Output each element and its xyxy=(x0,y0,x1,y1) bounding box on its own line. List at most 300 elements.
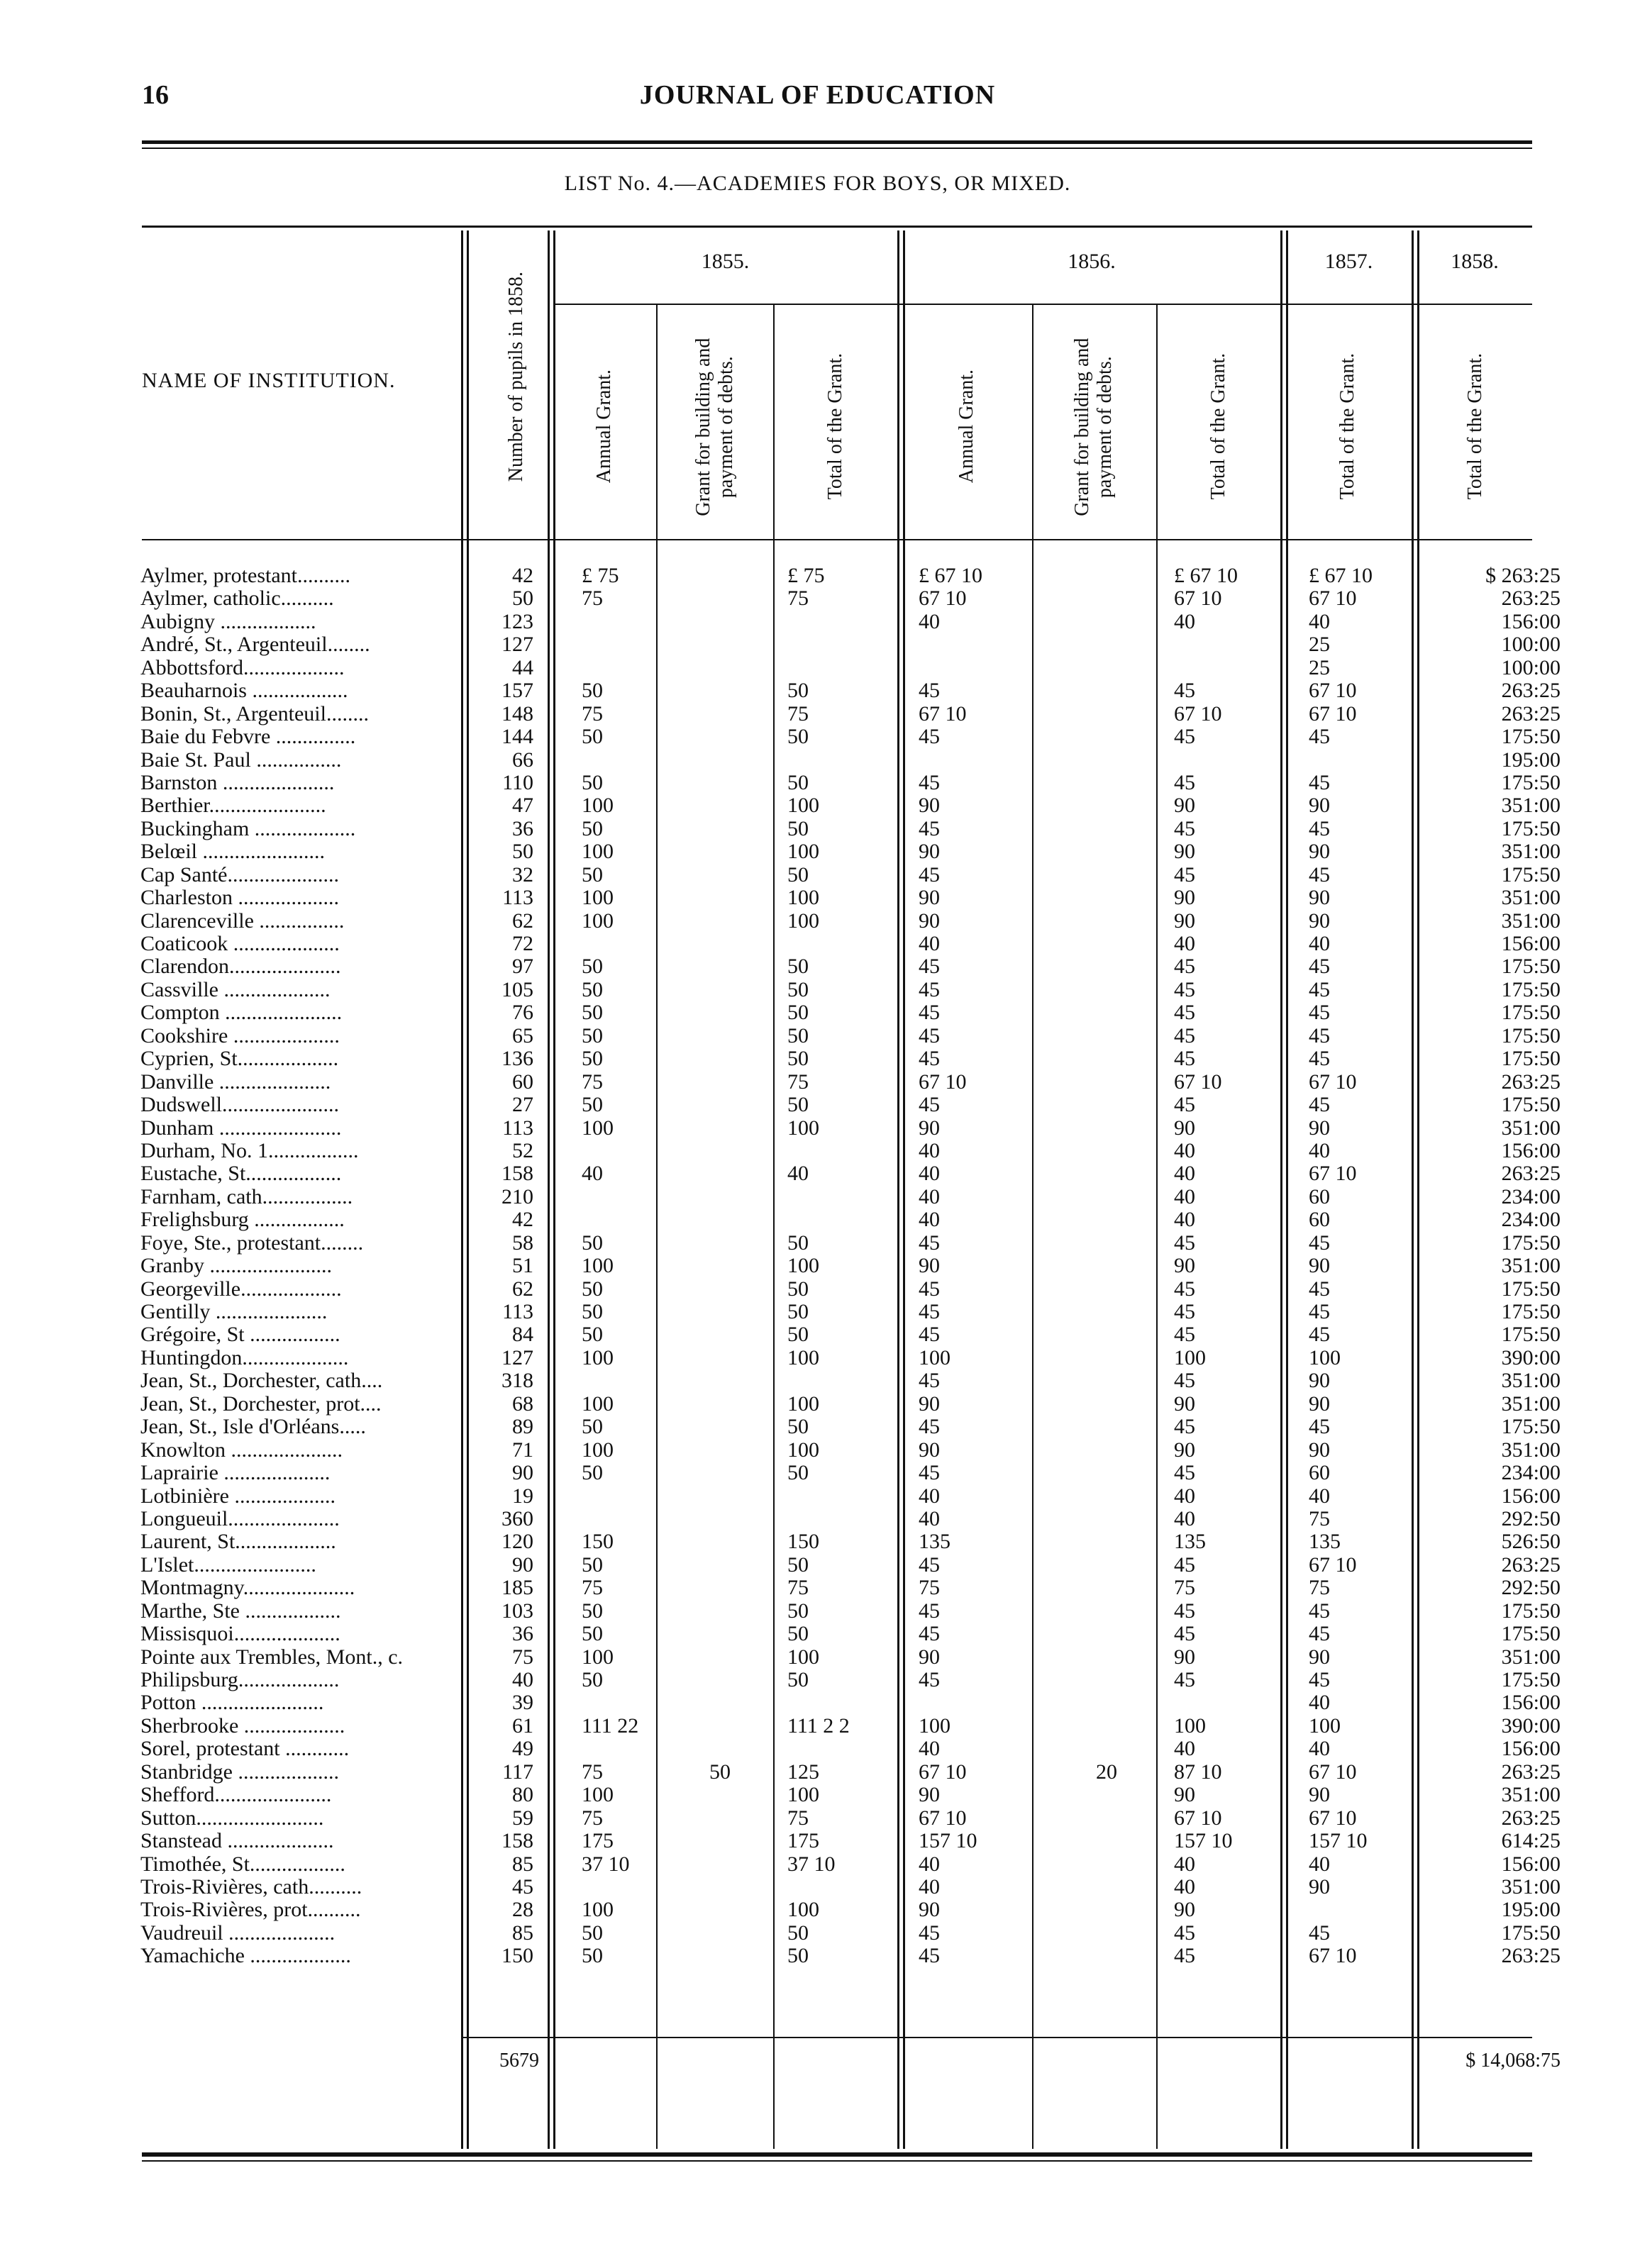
institution-name: Laprairie .................... xyxy=(140,1462,331,1485)
year-1855-header: 1855. xyxy=(701,250,750,273)
total-grant-1856: 90 xyxy=(1174,1254,1195,1278)
pupil-count: 62 xyxy=(512,1277,533,1301)
annual-grant-1856: 45 xyxy=(919,1622,940,1646)
total-grant-1856: 45 xyxy=(1174,977,1195,1001)
pupil-count: 110 xyxy=(502,770,533,794)
annual-grant-1855: 75 xyxy=(582,587,603,611)
table-row xyxy=(0,1232,1635,1255)
annual-grant-1855: 100 xyxy=(582,886,614,910)
total-grant-1855: 50 xyxy=(787,1023,809,1047)
total-grant-1858: 351:00 xyxy=(1501,908,1561,933)
annual-grant-1855: 150 xyxy=(582,1530,614,1554)
annual-grant-1855: 50 xyxy=(582,816,603,840)
totals-rule xyxy=(461,2037,1532,2038)
total-grant: $ 14,068:75 xyxy=(1465,2050,1561,2072)
pupil-count: 60 xyxy=(512,1069,533,1094)
total-grant-1858: 175:50 xyxy=(1501,977,1561,1001)
total-grant-1856: 40 xyxy=(1174,1184,1195,1208)
total-grant-1858: 263:25 xyxy=(1501,1806,1561,1830)
total-grant-1855: 75 xyxy=(787,701,809,726)
total-grant-1856: 45 xyxy=(1174,725,1195,749)
annual-grant-1856: 40 xyxy=(919,1874,940,1899)
total-grant-1857: 45 xyxy=(1309,1668,1330,1691)
total-grant-1855: 50 xyxy=(787,725,809,749)
total-grant-1857: 60 xyxy=(1309,1184,1330,1208)
total-grant-1858: 263:25 xyxy=(1501,1944,1561,1968)
pupil-count: 103 xyxy=(501,1599,533,1623)
table-row xyxy=(0,1255,1635,1277)
annual-grant-1856: 45 xyxy=(919,1023,940,1047)
total-grant-1858: 292:50 xyxy=(1501,1576,1561,1600)
total-grant-1858: 156:00 xyxy=(1501,1691,1561,1715)
annual-grant-1855: 50 xyxy=(582,1023,603,1047)
page-header xyxy=(0,79,1635,122)
annual-grant-1856: 45 xyxy=(919,1944,940,1968)
pupil-count: 36 xyxy=(512,1622,533,1646)
pupil-count: 36 xyxy=(512,816,533,840)
pupil-count: 59 xyxy=(512,1806,533,1830)
building-grant-line1: Grant for building and xyxy=(692,338,714,516)
annual-grant-1855: 75 xyxy=(582,701,603,726)
total-grant-1855: 75 xyxy=(787,1069,809,1094)
total-grant-1856: 40 xyxy=(1174,1162,1195,1186)
total-grant-1856: 90 xyxy=(1174,840,1195,864)
total-grant-1856: 67 10 xyxy=(1174,1069,1222,1094)
table-row xyxy=(0,1439,1635,1462)
total-grant-1856: 40 xyxy=(1174,1506,1195,1530)
institution-name: Dunham ....................... xyxy=(140,1116,342,1140)
institution-name: Cassville .................... xyxy=(140,978,331,1001)
total-grant-1857: 90 xyxy=(1309,1369,1330,1393)
annual-grant-1856: 45 xyxy=(919,1230,940,1255)
total-grant-1856: 40 xyxy=(1174,1208,1195,1232)
total-grant-1856: 45 xyxy=(1174,1300,1195,1323)
total-grant-1857: 45 xyxy=(1309,1023,1330,1047)
institution-name: Cyprien, St................... xyxy=(140,1047,339,1071)
table-row xyxy=(0,1301,1635,1323)
pupil-count: 360 xyxy=(501,1506,533,1530)
table-body xyxy=(0,565,1635,1968)
pupil-count: 127 xyxy=(501,633,533,657)
total-grant-1855: £ 75 xyxy=(787,564,825,587)
total-grant-1855: 100 xyxy=(787,1254,819,1278)
total-grant-1858: 175:50 xyxy=(1501,1622,1561,1646)
institution-name: Jean, St., Dorchester, prot.... xyxy=(140,1392,382,1416)
total-grant-1858: 234:00 xyxy=(1501,1461,1561,1485)
annual-grant-1855: 100 xyxy=(582,1783,614,1807)
table-row xyxy=(0,565,1635,587)
total-grant-1857: 90 xyxy=(1309,1438,1330,1462)
pupil-count: 76 xyxy=(512,1001,533,1025)
total-grant-1856: 40 xyxy=(1174,1737,1195,1761)
annual-grant-1856: 157 10 xyxy=(919,1829,977,1853)
pupil-count: 40 xyxy=(512,1668,533,1691)
annual-grant-1855: 100 xyxy=(582,1898,614,1922)
total-grant-1857: 60 xyxy=(1309,1208,1330,1232)
total-grant-1856: 45 xyxy=(1174,1944,1195,1968)
pupil-count: 157 xyxy=(501,679,533,703)
annual-grant-1856: 90 xyxy=(919,1391,940,1416)
total-grant-1857: 67 10 xyxy=(1309,1760,1357,1784)
table-row xyxy=(0,611,1635,633)
annual-grant-1855: 50 xyxy=(582,1230,603,1255)
total-grant-1858: 263:25 xyxy=(1501,679,1561,703)
annual-grant-1855: 175 xyxy=(582,1829,614,1853)
table-row xyxy=(0,955,1635,978)
total-grant-1855: 50 xyxy=(787,1415,809,1439)
total-grant-1855: 100 xyxy=(787,840,819,864)
total-grant-1857: 45 xyxy=(1309,1300,1330,1323)
total-grant-1857: 90 xyxy=(1309,1874,1330,1899)
annual-grant-1856-header: Annual Grant. xyxy=(955,369,977,484)
total-grant-1856: 90 xyxy=(1174,908,1195,933)
total-grant-1857: 60 xyxy=(1309,1461,1330,1485)
table-row xyxy=(0,1600,1635,1623)
total-grant-1856: 40 xyxy=(1174,609,1195,633)
institution-name: L'Islet....................... xyxy=(140,1553,316,1577)
total-grant-1856: 67 10 xyxy=(1174,587,1222,611)
pupil-count: 117 xyxy=(502,1760,533,1784)
annual-grant-1856: 90 xyxy=(919,908,940,933)
total-grant-1856: 45 xyxy=(1174,1552,1195,1577)
total-grant-1858: 175:50 xyxy=(1501,1230,1561,1255)
institution-name: Sutton........................ xyxy=(140,1806,324,1830)
table-row xyxy=(0,1278,1635,1301)
annual-grant-1856: 40 xyxy=(919,1852,940,1876)
table-row xyxy=(0,1577,1635,1599)
annual-grant-1855: 50 xyxy=(582,770,603,794)
total-grant-1855: 125 xyxy=(787,1760,819,1784)
total-grant-1855: 111 2 2 xyxy=(787,1713,850,1738)
annual-grant-1855: 75 xyxy=(582,1576,603,1600)
pupil-count: 52 xyxy=(512,1138,533,1162)
annual-grant-1855: 75 xyxy=(582,1760,603,1784)
total-grant-1858: 195:00 xyxy=(1501,747,1561,772)
pupil-count: 148 xyxy=(501,701,533,726)
institution-name: Dudswell...................... xyxy=(140,1094,339,1117)
total-grant-1857: 90 xyxy=(1309,908,1330,933)
annual-grant-1856: 67 10 xyxy=(919,1069,967,1094)
total-grant-1858: 156:00 xyxy=(1501,1484,1561,1508)
annual-grant-1855: 100 xyxy=(582,794,614,818)
total-grant-1856: 90 xyxy=(1174,886,1195,910)
table-row xyxy=(0,1117,1635,1140)
pupils-column-header: Number of pupils in 1858. xyxy=(504,271,527,482)
annual-grant-1855: 75 xyxy=(582,1069,603,1094)
pupil-count: 85 xyxy=(512,1852,533,1876)
annual-grant-1856: 40 xyxy=(919,1737,940,1761)
annual-grant-1856: 45 xyxy=(919,1415,940,1439)
table-row xyxy=(0,1094,1635,1116)
name-column-header: NAME OF INSTITUTION. xyxy=(142,369,396,392)
institution-name: Sherbrooke ................... xyxy=(140,1714,345,1738)
annual-grant-1855: 50 xyxy=(582,1944,603,1968)
total-grant-1856: 45 xyxy=(1174,1415,1195,1439)
total-grant-1857: 67 10 xyxy=(1309,587,1357,611)
annual-grant-1855: 50 xyxy=(582,862,603,886)
total-grant-1857: 45 xyxy=(1309,1277,1330,1301)
total-grant-1855: 50 xyxy=(787,816,809,840)
annual-grant-1855: 50 xyxy=(582,1093,603,1117)
total-grant-1858: 175:50 xyxy=(1501,1323,1561,1347)
table-row xyxy=(0,1393,1635,1416)
total-grant-1858: 175:50 xyxy=(1501,1023,1561,1047)
total-grant-1856: 45 xyxy=(1174,1023,1195,1047)
pupil-count: 318 xyxy=(501,1369,533,1393)
total-grant-1856: 90 xyxy=(1174,1116,1195,1140)
annual-grant-1856: 90 xyxy=(919,1645,940,1669)
institution-name: Marthe, Ste .................. xyxy=(140,1599,341,1623)
institution-name: Coaticook .................... xyxy=(140,933,340,955)
institution-name: Trois-Rivières, cath.......... xyxy=(140,1875,362,1899)
total-grant-1858: 351:00 xyxy=(1501,840,1561,864)
total-grant-1855: 100 xyxy=(787,1645,819,1669)
annual-grant-1855: 100 xyxy=(582,1116,614,1140)
total-grant-1856: 40 xyxy=(1174,1874,1195,1899)
annual-grant-1855: 100 xyxy=(582,1645,614,1669)
table-row xyxy=(0,1876,1635,1899)
annual-grant-1856: 45 xyxy=(919,977,940,1001)
annual-grant-1855: 100 xyxy=(582,1391,614,1416)
institution-name: Danville ..................... xyxy=(140,1070,331,1094)
total-grant-1857: 40 xyxy=(1309,1138,1330,1162)
total-grant-1855-header: Total of the Grant. xyxy=(824,352,846,500)
table-row xyxy=(0,703,1635,726)
total-grant-1858: 175:50 xyxy=(1501,1001,1561,1025)
pupil-count: 113 xyxy=(502,1116,533,1140)
total-grant-1855: 100 xyxy=(787,1391,819,1416)
pupil-count: 120 xyxy=(501,1530,533,1554)
table-row xyxy=(0,1530,1635,1553)
total-grant-1856: 40 xyxy=(1174,1484,1195,1508)
total-grant-1858: 175:50 xyxy=(1501,725,1561,749)
annual-grant-1856: 90 xyxy=(919,886,940,910)
annual-grant-1856: 45 xyxy=(919,725,940,749)
building-grant-1856: 20 xyxy=(1096,1760,1117,1784)
annual-grant-1856: 100 xyxy=(919,1345,950,1369)
institution-name: Stanstead .................... xyxy=(140,1830,334,1853)
building-grant-line2: payment of debts. xyxy=(715,356,737,499)
pupil-count: 32 xyxy=(512,862,533,886)
total-grant-1857: 45 xyxy=(1309,977,1330,1001)
total-grant-1857: 25 xyxy=(1309,633,1330,657)
pupil-count: 44 xyxy=(512,655,533,679)
total-grant-1858: 526:50 xyxy=(1501,1530,1561,1554)
total-grant-1857: 90 xyxy=(1309,1254,1330,1278)
table-row xyxy=(0,979,1635,1001)
table-row xyxy=(0,1554,1635,1577)
annual-grant-1856: 45 xyxy=(919,816,940,840)
total-grant-1858: 175:50 xyxy=(1501,1920,1561,1945)
annual-grant-1855: 75 xyxy=(582,1806,603,1830)
total-grant-1856: 45 xyxy=(1174,816,1195,840)
institution-name: Huntingdon.................... xyxy=(140,1346,349,1369)
annual-grant-1856: 45 xyxy=(919,1369,940,1393)
total-grant-1858: 156:00 xyxy=(1501,609,1561,633)
pupil-count: 136 xyxy=(501,1047,533,1071)
total-grant-1857: 45 xyxy=(1309,725,1330,749)
pupil-count: 49 xyxy=(512,1737,533,1761)
pupil-count: 66 xyxy=(512,747,533,772)
institution-name: Frelighsburg ................. xyxy=(140,1208,345,1232)
annual-grant-1855: 50 xyxy=(582,1300,603,1323)
total-grant-1858: 263:25 xyxy=(1501,587,1561,611)
institution-name: Durham, No. 1................. xyxy=(140,1139,359,1162)
institution-name: Clarendon..................... xyxy=(140,955,341,979)
table-row xyxy=(0,1186,1635,1208)
total-grant-1857: 100 xyxy=(1309,1713,1341,1738)
total-grant-1855: 50 xyxy=(787,1461,809,1485)
table-row xyxy=(0,1462,1635,1484)
annual-grant-1855: 100 xyxy=(582,1254,614,1278)
institution-name: Charleston ................... xyxy=(140,886,339,910)
annual-grant-1856: 45 xyxy=(919,770,940,794)
total-grant-1856: 90 xyxy=(1174,794,1195,818)
annual-grant-1855: 50 xyxy=(582,1622,603,1646)
total-grant-1858: 351:00 xyxy=(1501,1438,1561,1462)
pupil-count: 28 xyxy=(512,1898,533,1922)
pupil-count: 62 xyxy=(512,908,533,933)
annual-grant-1855: 50 xyxy=(582,725,603,749)
pupil-count: 89 xyxy=(512,1415,533,1439)
page-number: 16 xyxy=(142,80,169,110)
total-grant-1857: 45 xyxy=(1309,1622,1330,1646)
table-row xyxy=(0,794,1635,817)
total-grant-1856: £ 67 10 xyxy=(1174,564,1238,587)
pupil-count: 39 xyxy=(512,1691,533,1715)
annual-grant-1856: 90 xyxy=(919,840,940,864)
table-row xyxy=(0,864,1635,886)
building-grant-line2: payment of debts. xyxy=(1094,356,1116,499)
total-grant-1858: 263:25 xyxy=(1501,1069,1561,1094)
total-grant-1856: 90 xyxy=(1174,1438,1195,1462)
total-grant-1857: 67 10 xyxy=(1309,1069,1357,1094)
table-row xyxy=(0,1761,1635,1784)
institution-name: Vaudreuil .................... xyxy=(140,1921,336,1945)
table-row xyxy=(0,1208,1635,1231)
pupil-count: 113 xyxy=(502,1300,533,1323)
total-grant-1858: 263:25 xyxy=(1501,1552,1561,1577)
institution-name: Aylmer, catholic.......... xyxy=(140,587,334,611)
total-grant-1857: 90 xyxy=(1309,840,1330,864)
institution-name: Jean, St., Dorchester, cath.... xyxy=(140,1369,383,1393)
annual-grant-1856: 135 xyxy=(919,1530,950,1554)
total-grant-1856: 45 xyxy=(1174,1668,1195,1691)
total-grant-1855: 75 xyxy=(787,1806,809,1830)
annual-grant-1855: 50 xyxy=(582,1668,603,1691)
total-grant-1855: 75 xyxy=(787,587,809,611)
table-row xyxy=(0,772,1635,794)
institution-name: Timothée, St.................. xyxy=(140,1852,345,1876)
annual-grant-1856: 45 xyxy=(919,1001,940,1025)
total-grant-1857: 67 10 xyxy=(1309,1162,1357,1186)
pupil-count: 84 xyxy=(512,1323,533,1347)
total-grant-1856: 45 xyxy=(1174,1599,1195,1623)
building-grant-line1: Grant for building and xyxy=(1070,338,1093,516)
annual-grant-1855: 50 xyxy=(582,1599,603,1623)
annual-grant-1856: £ 67 10 xyxy=(919,564,982,587)
table-row xyxy=(0,1162,1635,1185)
pupil-count: 123 xyxy=(501,609,533,633)
annual-grant-1856: 45 xyxy=(919,1323,940,1347)
institution-name: Baie du Febvre ............... xyxy=(140,726,356,749)
institution-name: Shefford...................... xyxy=(140,1784,332,1807)
annual-grant-1856: 40 xyxy=(919,609,940,633)
total-grant-1858: 390:00 xyxy=(1501,1345,1561,1369)
total-grant-1856: 45 xyxy=(1174,1920,1195,1945)
institution-name: Longueuil..................... xyxy=(140,1507,340,1530)
pupil-count: 50 xyxy=(512,840,533,864)
annual-grant-1855: 50 xyxy=(582,679,603,703)
total-grant-1856: 67 10 xyxy=(1174,701,1222,726)
institution-name: Eustache, St.................. xyxy=(140,1162,342,1186)
total-grant-1855: 50 xyxy=(787,1300,809,1323)
total-grant-1855: 50 xyxy=(787,1230,809,1255)
annual-grant-1856: 45 xyxy=(919,1093,940,1117)
annual-grant-1856: 45 xyxy=(919,1461,940,1485)
total-grant-1857: 40 xyxy=(1309,1852,1330,1876)
annual-grant-1855: 100 xyxy=(582,1438,614,1462)
annual-grant-1856: 90 xyxy=(919,1783,940,1807)
pupil-count: 45 xyxy=(512,1874,533,1899)
pupil-count: 51 xyxy=(512,1254,533,1278)
total-grant-1855: 175 xyxy=(787,1829,819,1853)
list-title: LIST No. 4.—ACADEMIES FOR BOYS, OR MIXED. xyxy=(564,172,1071,195)
annual-grant-1856: 40 xyxy=(919,1184,940,1208)
table-row xyxy=(0,749,1635,772)
total-grant-1857: 40 xyxy=(1309,609,1330,633)
annual-grant-1856: 45 xyxy=(919,1552,940,1577)
total-grant-1857: 67 10 xyxy=(1309,701,1357,726)
institution-name: Aylmer, protestant.......... xyxy=(140,565,350,587)
total-grant-1858: 234:00 xyxy=(1501,1208,1561,1232)
institution-name: Berthier...................... xyxy=(140,794,326,818)
total-grant-1857: 45 xyxy=(1309,1415,1330,1439)
total-grant-1855: 50 xyxy=(787,1622,809,1646)
institution-name: Sorel, protestant ............ xyxy=(140,1738,350,1761)
table-row xyxy=(0,1047,1635,1070)
total-grant-1858: 263:25 xyxy=(1501,701,1561,726)
pupil-count: 97 xyxy=(512,955,533,979)
table-row xyxy=(0,1669,1635,1691)
total-grant-1855: 50 xyxy=(787,1323,809,1347)
total-grant-1858: 175:50 xyxy=(1501,955,1561,979)
year-1858-header: 1858. xyxy=(1451,250,1499,273)
annual-grant-1855: 50 xyxy=(582,1552,603,1577)
total-grant-1858: 175:50 xyxy=(1501,1300,1561,1323)
total-grant-1856: 45 xyxy=(1174,1461,1195,1485)
table-row xyxy=(0,1646,1635,1669)
footer-rule-thick xyxy=(142,2152,1532,2157)
total-grant-1858: 234:00 xyxy=(1501,1184,1561,1208)
total-grant-1856-header: Total of the Grant. xyxy=(1207,352,1229,500)
total-grant-1857: 40 xyxy=(1309,1691,1330,1715)
table-row xyxy=(0,1922,1635,1945)
total-grant-1857: 45 xyxy=(1309,1323,1330,1347)
total-grant-1855: 100 xyxy=(787,1116,819,1140)
total-grant-1858: 175:50 xyxy=(1501,770,1561,794)
total-grant-1858: 351:00 xyxy=(1501,1254,1561,1278)
annual-grant-1855: 50 xyxy=(582,1461,603,1485)
pupil-count: 80 xyxy=(512,1783,533,1807)
annual-grant-1856: 40 xyxy=(919,1138,940,1162)
pupil-count: 127 xyxy=(501,1345,533,1369)
total-grant-1855: 50 xyxy=(787,1552,809,1577)
total-grant-1857: 100 xyxy=(1309,1345,1341,1369)
total-grant-1855: 100 xyxy=(787,1783,819,1807)
annual-grant-1856: 45 xyxy=(919,1920,940,1945)
institution-name: Montmagny..................... xyxy=(140,1577,355,1600)
